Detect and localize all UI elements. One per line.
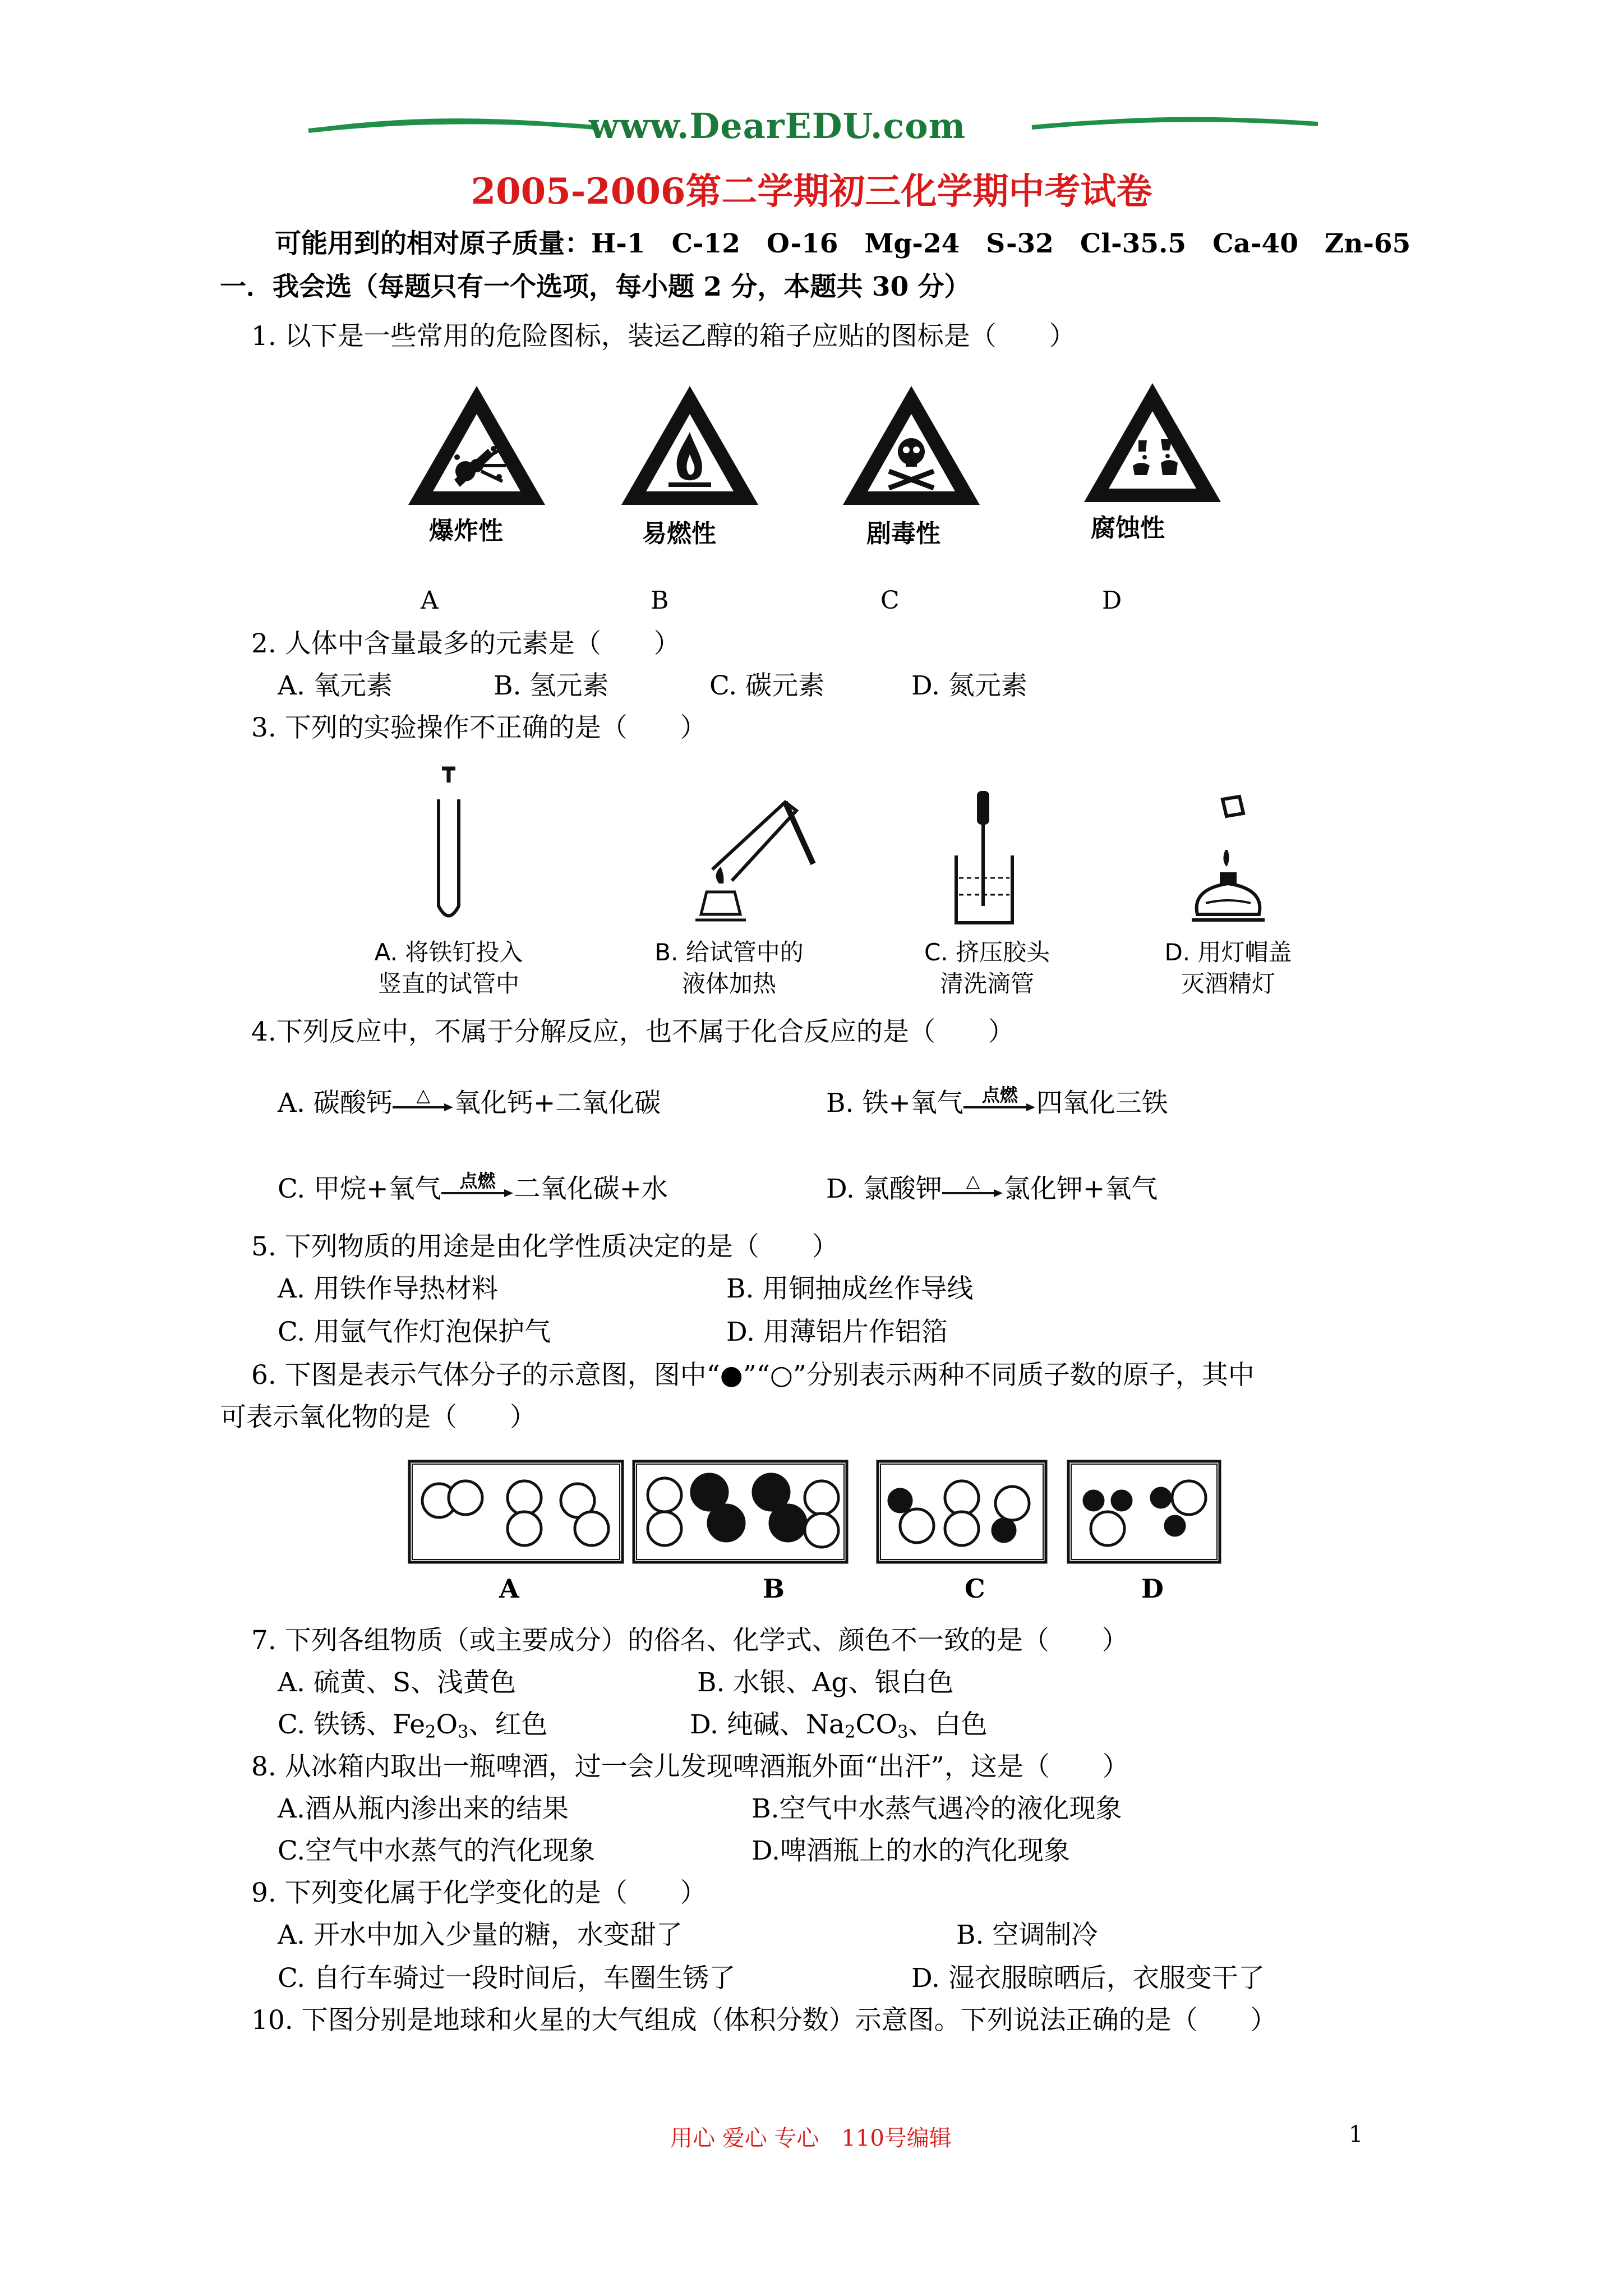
q9-option-b: B. 空调制冷 [956, 1920, 1098, 1950]
q1-stem: 1. 以下是一些常用的危险图标，装运乙醇的箱子应贴的图标是（ ） [251, 321, 1076, 352]
q6-letter-b: B [763, 1573, 785, 1604]
q1-letter-b: B [651, 586, 669, 615]
q1-icon-label-d: 腐蚀性 [1091, 514, 1165, 542]
alcohol-lamp-drawing [1181, 794, 1270, 931]
q3-label-c: C. 挤压胶头 清洗滴管 [924, 938, 1050, 997]
q6-stem-line1: 6. 下图是表示气体分子的示意图，图中“●”“○”分别表示两种不同质子数的原子，其中 [251, 1360, 1255, 1391]
q6-letter-d: D [1141, 1573, 1164, 1604]
molecule-diagrams [407, 1458, 1225, 1571]
q3-label-a: A. 将铁钉投入 竖直的试管中 [374, 938, 523, 997]
q5-stem: 5. 下列物质的用途是由化学性质决定的是（ ） [251, 1231, 838, 1262]
site-banner: www.DearEDU.com [589, 105, 966, 146]
q8-option-d: D.啤酒瓶上的水的汽化现象 [751, 1835, 1070, 1866]
q9-option-d: D. 湿衣服晾晒后，衣服变干了 [911, 1963, 1265, 1994]
q7-option-d: D. 纯碱、$Na_2CO_3$、白色 [690, 1709, 988, 1742]
q10-stem: 10. 下图分别是地球和火星的大气组成（体积分数）示意图。下列说法正确的是（ ） [251, 2005, 1277, 2036]
q1-letter-d: D [1102, 586, 1122, 615]
page-number: 1 [1349, 2122, 1363, 2147]
q5-option-c: C. 用氩气作灯泡保护气 [278, 1317, 551, 1347]
q2-option-a: A. 氧元素 [278, 670, 393, 701]
q5-option-a: A. 用铁作导热材料 [278, 1273, 498, 1304]
q3-stem: 3. 下列的实验操作不正确的是（ ） [251, 712, 707, 743]
section-heading: 一．我会选（每题只有一个选项，每小题 2 分，本题共 30 分） [220, 272, 971, 302]
q1-icon-label-a: 爆炸性 [429, 517, 503, 545]
test-tube-nail-drawing [415, 766, 482, 934]
q7-option-c: C. 铁锈、$Fe_2O_3$、红色 [278, 1709, 548, 1742]
q4-option-d: D. 氯酸钾 △ 氯化钾+氧气 [826, 1170, 1158, 1204]
q7-option-b: B. 水银、Ag、银白色 [697, 1667, 954, 1698]
q8-option-b: B.空气中水蒸气遇冷的液化现象 [751, 1793, 1122, 1824]
toxic-icon [838, 381, 984, 510]
q8-option-a: A.酒从瓶内渗出来的结果 [278, 1793, 569, 1824]
q6-stem-line2: 可表示氧化物的是（ ） [220, 1402, 536, 1433]
q6-letter-c: C [965, 1573, 985, 1604]
dropper-beaker-drawing [948, 788, 1021, 931]
q1-letter-c: C [880, 586, 900, 615]
q4-option-b: B. 铁+氧气 点燃 四氧化三铁 [826, 1084, 1168, 1119]
q2-option-b: B. 氢元素 [494, 670, 609, 701]
q1-icon-label-b: 易燃性 [642, 519, 716, 548]
q4-option-c: C. 甲烷+氧气 点燃 二氧化碳+水 [278, 1170, 668, 1204]
q9-option-a: A. 开水中加入少量的糖，水变甜了 [278, 1920, 683, 1950]
q9-option-c: C. 自行车骑过一段时间后，车圈生锈了 [278, 1963, 736, 1994]
q6-letter-a: A [499, 1573, 519, 1604]
q9-stem: 9. 下列变化属于化学变化的是（ ） [251, 1878, 707, 1908]
q5-option-d: D. 用薄铝片作铝箔 [726, 1317, 948, 1347]
page-title: 2005-2006第二学期初三化学期中考试卷 [471, 171, 1152, 213]
q3-label-b: B. 给试管中的 液体加热 [654, 938, 804, 997]
q1-icon-label-c: 剧毒性 [866, 519, 940, 548]
q8-stem: 8. 从冰箱内取出一瓶啤酒，过一会儿发现啤酒瓶外面“出汗”，这是（ ） [251, 1751, 1129, 1782]
heating-test-tube-drawing [679, 785, 824, 931]
flammable-icon [617, 381, 763, 510]
explosive-icon [404, 381, 550, 510]
q1-letter-a: A [421, 586, 439, 615]
q8-option-c: C.空气中水蒸气的汽化现象 [278, 1835, 596, 1866]
footer-text: 用心 爱心 专心 110号编辑 [670, 2125, 952, 2151]
q7-stem: 7. 下列各组物质（或主要成分）的俗名、化学式、颜色不一致的是（ ） [251, 1625, 1128, 1656]
q5-option-b: B. 用铜抽成丝作导线 [726, 1273, 974, 1304]
q4-stem: 4.下列反应中，不属于分解反应，也不属于化合反应的是（ ） [251, 1016, 1015, 1047]
q7-option-a: A. 硫黄、S、浅黄色 [278, 1667, 517, 1698]
atomic-masses: 可能用到的相对原子质量：H-1 C-12 O-16 Mg-24 S-32 Cl-35.5 Ca-40 Zn-65 [275, 228, 1411, 259]
q2-option-d: D. 氮元素 [911, 670, 1027, 701]
q2-stem: 2. 人体中含量最多的元素是（ ） [251, 628, 680, 659]
q2-option-c: C. 碳元素 [709, 670, 825, 701]
q4-option-a: A. 碳酸钙 △ 氧化钙+二氧化碳 [278, 1084, 661, 1119]
q3-label-d: D. 用灯帽盖 灭酒精灯 [1164, 938, 1292, 997]
corrosive-icon [1080, 379, 1225, 508]
